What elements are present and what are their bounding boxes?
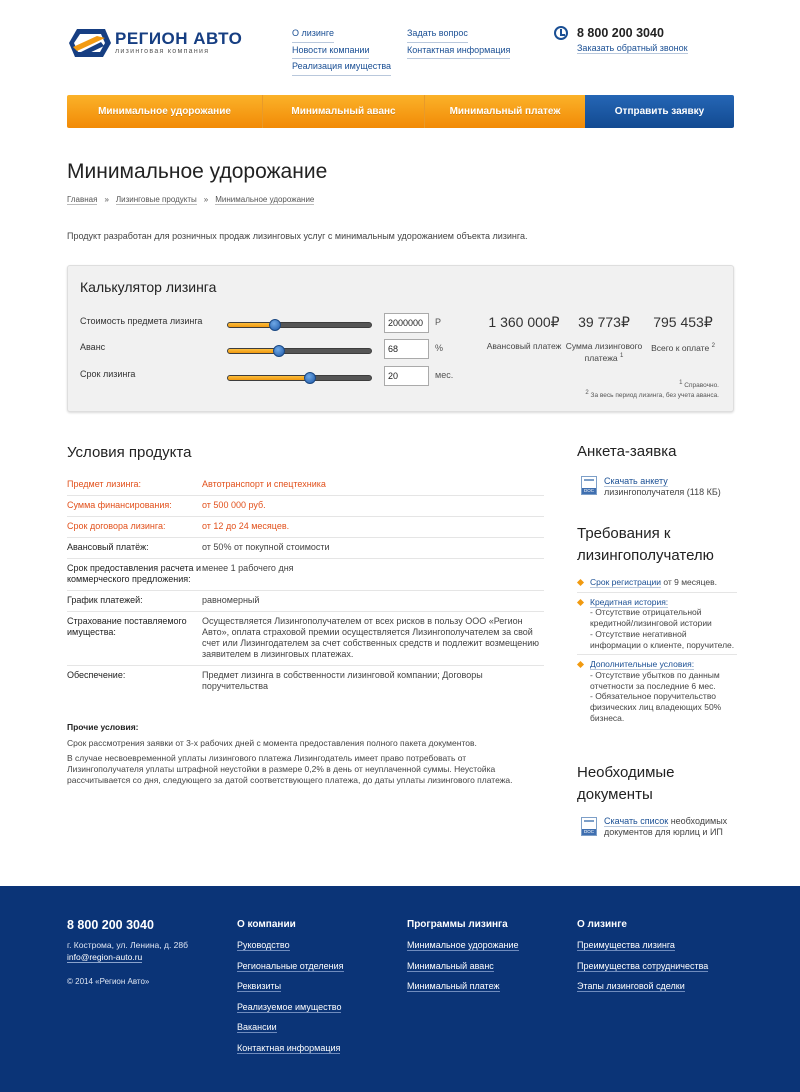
price-slider[interactable] bbox=[227, 322, 372, 328]
phone-icon bbox=[554, 26, 568, 40]
term-input[interactable] bbox=[384, 366, 429, 386]
slider-handle[interactable] bbox=[304, 372, 316, 384]
calc-label: Аванс bbox=[80, 342, 106, 352]
footer-link[interactable]: Минимальный платеж bbox=[407, 981, 500, 991]
footer-link[interactable]: Контактная информация bbox=[237, 1042, 341, 1053]
breadcrumb-products[interactable]: Лизинговые продукты bbox=[115, 195, 197, 204]
footer-link[interactable]: Реквизиты bbox=[237, 981, 282, 991]
documents-download: Скачать список необходимых документов для юрлиц и ИП bbox=[604, 816, 728, 837]
list-item: Дополнительные условия: - Отсутствие убытков по данным отчетности за последние 6 мес. - Обязательное поручительство физических лиц владеющих 50% бизнеса. bbox=[577, 659, 737, 727]
footer-address: г. Кострома, ул. Ленина, д. 28б info@region-auto.ru bbox=[67, 940, 189, 962]
slider-handle[interactable] bbox=[269, 319, 281, 331]
nav-item-min-markup[interactable]: Минимальное удорожание bbox=[67, 95, 263, 128]
logo[interactable] bbox=[67, 27, 242, 59]
list-item: Срок регистрации от 9 месяцев. bbox=[577, 577, 737, 593]
table-row: Срок предоставления расчета и коммерческого предложения: менее 1 рабочего дня bbox=[67, 559, 544, 591]
breadcrumb-separator: » bbox=[104, 195, 109, 204]
footer-copyright: © 2014 «Регион Авто» bbox=[67, 977, 150, 986]
breadcrumb-home[interactable]: Главная bbox=[67, 195, 98, 204]
price-input[interactable] bbox=[384, 313, 429, 333]
percent-unit: % bbox=[435, 343, 444, 353]
result-advance bbox=[484, 314, 564, 351]
requirements-title: Требования к лизингополучателю bbox=[577, 525, 714, 564]
result-caption: Авансовый платеж bbox=[486, 341, 562, 351]
main-nav bbox=[67, 95, 734, 128]
footer-link[interactable]: Руководство bbox=[237, 940, 290, 950]
advance-input[interactable] bbox=[384, 339, 429, 359]
header-phone-block bbox=[554, 25, 688, 54]
result-caption: Всего к оплате $^2$ bbox=[651, 342, 715, 353]
conditions-title: Условия продукта bbox=[67, 444, 192, 461]
doc-file-icon[interactable] bbox=[581, 817, 597, 836]
top-links-col1 bbox=[292, 26, 391, 76]
footer-col-company: О компании Руководство Региональные отделения Реквизиты Реализуемое имущество Вакансии Контактная информация bbox=[237, 919, 344, 1053]
other-conditions bbox=[67, 722, 544, 790]
list-item: Кредитная история: - Отсутствие отрицательной кредитной/лизинговой истории - Отсутствие негативной информации о клиенте, поручителе. bbox=[577, 597, 737, 656]
footer-phone: 8 800 200 3040 bbox=[67, 918, 154, 932]
other-condition-text: Срок рассмотрения заявки от 3-х рабочих дней с момента предоставления полного пакета документов. bbox=[67, 738, 477, 748]
footer-link[interactable]: Минимальный аванс bbox=[407, 960, 494, 971]
nav-item-min-payment[interactable]: Минимальный платеж bbox=[425, 95, 585, 128]
table-row: Страхование поставляемого имущества: Осуществляется Лизингополучателем от всех рисков в пользу ООО «Регион Авто», оплата страховой премии осуществляется Лизингополучателем за свой счет или Лизингодателем за счет собственных средств и подлежит возмещению заявителем в лизинговых платежах. bbox=[67, 612, 544, 666]
calculator-title: Калькулятор лизинга bbox=[80, 279, 217, 295]
other-condition-text: В случае несвоевременной уплаты лизингового платежа Лизингодатель имеет право потребовать от Лизингополучателя уплаты штрафной неустойки в размере 0,2% в день от неуплаченной суммы. Неустойка рассчитывается со дня, следующего за датой соответствующего платежа, до даты уплаты лизингового платежа. bbox=[67, 753, 513, 785]
form-description: лизингополучателя (118 КБ) bbox=[604, 487, 721, 497]
calc-label: Срок лизинга bbox=[80, 369, 136, 379]
documents-title: Необходимые документы bbox=[577, 764, 675, 803]
nav-item-min-advance[interactable]: Минимальный аванс bbox=[263, 95, 425, 128]
requirements-list bbox=[577, 577, 737, 731]
footnote-1: $^1$ Справочно. bbox=[679, 380, 719, 390]
result-value: 1 360 000₽ bbox=[488, 314, 560, 330]
top-link-ask-question[interactable]: Задать вопрос bbox=[407, 26, 468, 43]
footer-link[interactable]: Реализуемое имущество bbox=[237, 1001, 342, 1012]
term-slider[interactable] bbox=[227, 375, 372, 381]
footer-link[interactable]: Вакансии bbox=[237, 1022, 277, 1032]
table-row: Обеспечение: Предмет лизинга в собственности лизинговой компании; Договоры поручительства bbox=[67, 670, 483, 691]
footer-link[interactable]: Региональные отделения bbox=[237, 960, 344, 971]
footer-link[interactable]: Этапы лизинговой сделки bbox=[577, 981, 685, 991]
result-total bbox=[643, 314, 723, 353]
footer-link[interactable]: Преимущества сотрудничества bbox=[577, 960, 709, 971]
calc-label: Стоимость предмета лизинга bbox=[80, 316, 203, 326]
form-download bbox=[604, 476, 721, 498]
slider-handle[interactable] bbox=[273, 345, 285, 357]
months-unit: мес. bbox=[435, 370, 454, 380]
result-value: 39 773₽ bbox=[578, 314, 630, 330]
footer-email-link[interactable]: info@region-auto.ru bbox=[67, 952, 143, 962]
top-link-property-sale[interactable]: Реализация имущества bbox=[292, 59, 391, 76]
requirement-link-additional[interactable]: Дополнительные условия: bbox=[590, 659, 695, 670]
doc-file-icon[interactable] bbox=[581, 476, 597, 495]
requirement-link-credit[interactable]: Кредитная история: bbox=[590, 596, 669, 607]
callback-link[interactable]: Заказать обратный звонок bbox=[577, 43, 688, 53]
top-link-news[interactable]: Новости компании bbox=[292, 43, 369, 60]
page-lead: Продукт разработан для розничных продаж лизинговых услуг с минимальным удорожанием объекта лизинга. bbox=[67, 231, 528, 241]
page-title: Минимальное удорожание bbox=[67, 160, 328, 183]
breadcrumb bbox=[67, 195, 314, 205]
top-links-col2 bbox=[407, 26, 510, 59]
footnote-2: $^2$ За весь период лизинга, без учета аванса. bbox=[585, 390, 719, 400]
table-row: Сумма финансирования: от 500 000 руб. bbox=[67, 496, 544, 517]
leasing-calculator bbox=[67, 265, 734, 412]
download-list-link[interactable]: Скачать список bbox=[604, 816, 669, 826]
table-row: Предмет лизинга: Автотранспорт и спецтехника bbox=[67, 475, 544, 496]
table-row: График платежей: равномерный bbox=[67, 591, 544, 612]
result-payment bbox=[564, 314, 644, 363]
logo-mark-icon bbox=[67, 27, 111, 59]
top-link-contacts[interactable]: Контактная информация bbox=[407, 43, 510, 60]
breadcrumb-current[interactable]: Минимальное удорожание bbox=[215, 195, 315, 204]
form-title: Анкета-заявка bbox=[577, 443, 677, 460]
advance-slider[interactable] bbox=[227, 348, 372, 354]
footer-link[interactable]: Минимальное удорожание bbox=[407, 940, 519, 950]
download-form-link[interactable]: Скачать анкету bbox=[604, 476, 668, 486]
ruble-unit: Р bbox=[435, 317, 442, 327]
breadcrumb-separator: » bbox=[203, 195, 209, 204]
requirement-link-registration[interactable]: Срок регистрации bbox=[590, 577, 661, 587]
other-conditions-title: Прочие условия: bbox=[67, 722, 139, 732]
result-caption: Сумма лизингового платежа $^1$ bbox=[565, 341, 643, 363]
table-row: Авансовый платёж: от 50% от покупной стоимости bbox=[67, 538, 544, 559]
top-link-about-leasing[interactable]: О лизинге bbox=[292, 26, 334, 43]
footer-link[interactable]: Преимущества лизинга bbox=[577, 940, 675, 950]
conditions-table bbox=[67, 475, 544, 697]
result-value: 795 453₽ bbox=[653, 314, 713, 330]
header-phone: 8 800 200 3040 bbox=[577, 26, 664, 40]
footer-col-leasing: О лизинге Преимущества лизинга Преимущества сотрудничества Этапы лизинговой сделки bbox=[577, 919, 709, 991]
footer-col-programs: Программы лизинга Минимальное удорожание Минимальный аванс Минимальный платеж bbox=[407, 919, 519, 991]
send-request-button[interactable]: Отправить заявку bbox=[585, 95, 734, 128]
logo-subtitle: лизинговая компания bbox=[115, 48, 210, 55]
logo-title: РЕГИОН АВТО bbox=[115, 29, 243, 48]
footer bbox=[0, 886, 800, 1092]
table-row: Срок договора лизинга: от 12 до 24 месяцев. bbox=[67, 517, 544, 538]
